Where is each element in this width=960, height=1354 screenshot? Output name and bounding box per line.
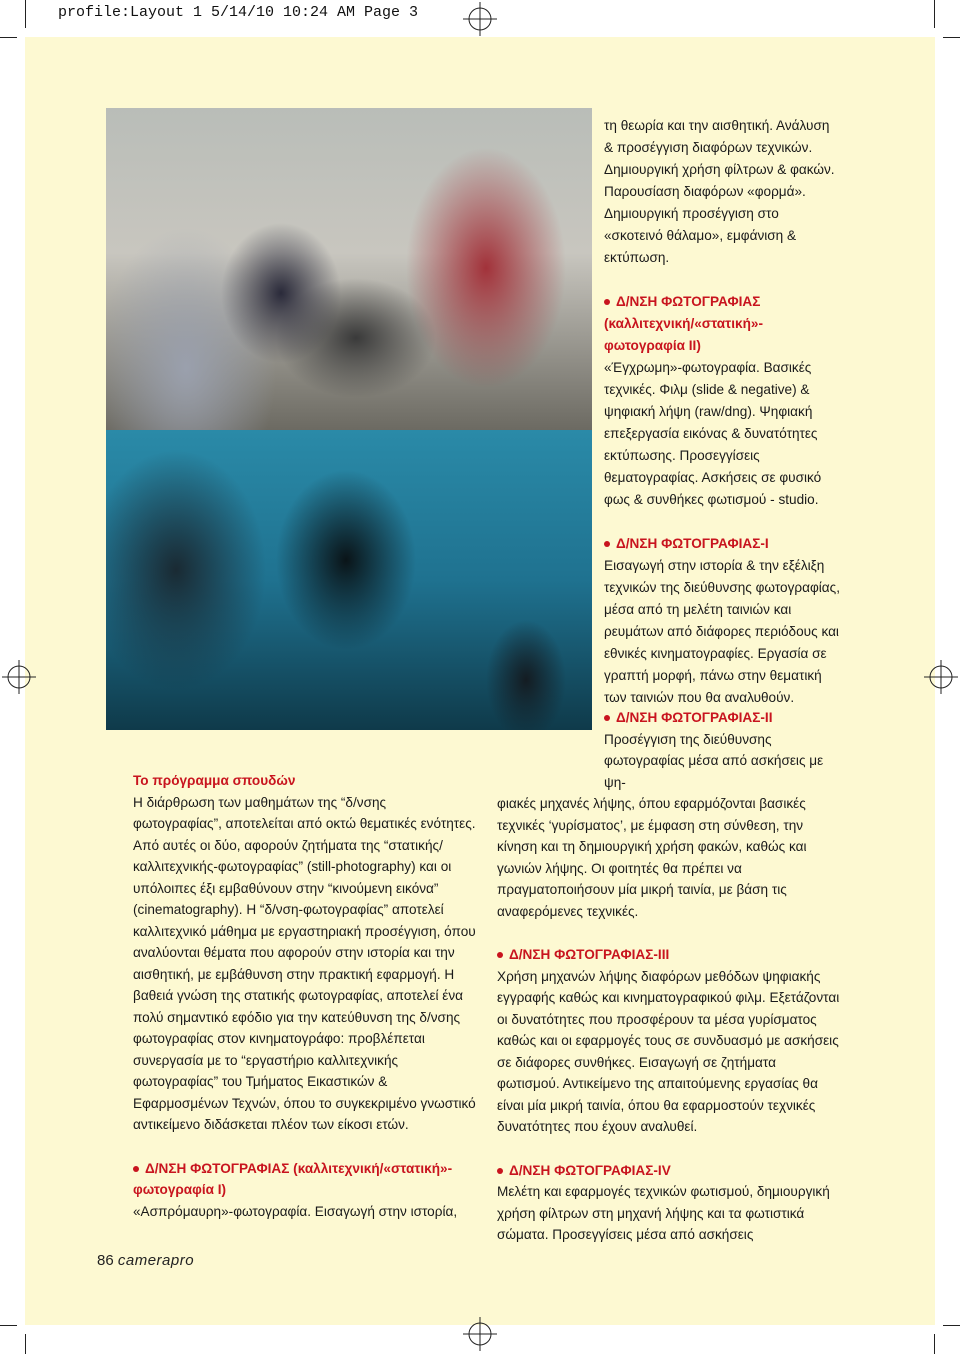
section-heading: Δ/ΝΣΗ ΦΩΤΟΓΡΑΦΙΑΣ (καλλιτεχνική/«στατική»-φωτογραφία II) [604,294,763,353]
section-body: Χρήση μηχανών λήψης διαφόρων μεθόδων ψηφιακής εγγραφής καθώς και κινηματογραφικού φιλμ. Εξετάζονται οι δυνατότητες που προσφέρουν τα μέσα γυρίσματος καθώς και οι εφαρμογές τους σε συνδυασμό με ασκήσεις σε διάφορες συνθήκες. Εισαγωγή σε ζητήματα φωτισμού. Αντικείμενο της απαιτούμενης εργασίας θα είναι μία μικρή ταινία, όπου θα εφαρμοστούν τεχνικές δυνατότητες που έχουν αναλυθεί. [497,968,840,1134]
curriculum-heading: Το πρόγραμμα σπουδών [133,773,296,788]
crop-mark [943,37,960,38]
crop-mark [25,0,26,28]
bullet-icon [497,952,503,958]
section-body: Εισαγωγή στην ιστορία & την εξέλιξη τεχνικών της διεύθυνσης φωτογραφίας, μέσα από τη μελέτη ταινιών και ρευμάτων από διάφορες περιόδους και εθνικές κινηματογραφίες. Εργασία σε γραπτή μορφή, πάνω στην θεματική των ταινιών που θα αναλυθούν. [604,558,840,705]
section-body: «Έγχρωμη»-φωτογραφία. Βασικές τεχνικές. Φιλμ (slide & negative) & ψηφιακή λήψη (raw/dng). Ψηφιακή επεξεργασία εικόνας & δυνατότητες εκτύπωσης. Προσεγγίσεις θεματογραφίας. Ασκήσεις σε φυσικό φως & συνθήκες φωτισμού - studio. [604,360,822,507]
bullet-icon [604,715,610,721]
section-heading: Δ/ΝΣΗ ΦΩΤΟΓΡΑΦΙΑΣ (καλλιτεχνική/«στατική»-φωτογραφία Ι) [133,1160,453,1197]
page-folio [97,1252,194,1269]
section-heading: Δ/ΝΣΗ ΦΩΤΟΓΡΑΦΙΑΣ-ΙΙΙ [497,944,842,966]
crop-mark [934,1334,935,1354]
magazine-logo: camerapro [117,1252,195,1269]
photo-film-crew-blue-light [106,430,592,730]
bullet-icon [133,1166,139,1172]
bullet-icon [497,1168,503,1174]
registration-mark-icon [924,660,958,694]
section-heading: Δ/ΝΣΗ ΦΩΤΟΓΡΑΦΙΑΣ-Ι [604,533,840,555]
crop-mark [25,1334,26,1354]
section-body: Μελέτη και εφαρμογές τεχνικών φωτισμού, δημιουργική χρήση φίλτρων στη μηχανή λήψης και τα φωτιστικά σώματα. Προσεγγίσεις μέσα από ασκήσεις [497,1184,830,1242]
crop-mark [0,1325,17,1326]
paragraph: τη θεωρία και την αισθητική. Ανάλυση & προσέγγιση διαφόρων τεχνικών. Δημιουργική χρήση φίλτρων & φακών. Παρουσίαση διαφόρων «φορμά». Δημιουργική προσέγγιση στο «σκοτεινό θάλαμο», εμφάνιση & εκτύπωση. [604,118,835,265]
section-cinematography-ii [497,707,842,922]
slug-line: profile:Layout 1 5/14/10 10:24 AM Page 3 [58,4,419,21]
page-number: 86 [97,1252,114,1269]
paragraph: Η διάρθρωση των μαθημάτων της “δ/νσης φωτογραφίας”, αποτελείται από οκτώ θεματικές ενότητες. Από αυτές οι δύο, αφορούν ζητήματα της “στατικής/καλλιτεχνικής-φωτογραφίας” (still-photography) και οι υπόλοιπες έξι εμβαθύνουν στην “κινούμενη εικόνα” (cinematography). Η “δ/νση-φωτογραφίας” αποτελεί καλλιτεχνικό μάθημα με εργαστηριακή προσέγγιση, όπου αναλύονται θέματα που αφορούν στην ιστορία και την αισθητική, με εμβάθυνση στην πρακτική εφαρμογή. Η βαθειά γνώση της στατικής φωτογραφίας, αποτελεί ένα πολύ σημαντικό εφόδιο για την κατεύθυνση της δ/νσης φωτογραφίας στον κινηματογράφο: προβλέπεται συνεργασία με το “εργαστήριο καλλιτεχνικής φωτογραφίας” του Τμήματος Εικαστικών & Εφαρμοσμένων Τεχνών, όπου το συγκεκριμένο γνωστικό αντικείμενο διδάσκεται πλέον των είκοσι ετών. [133,794,476,1132]
section-cinematography-iii [497,944,842,1138]
crop-mark [934,0,935,28]
bullet-icon [604,299,610,305]
section-lead: Προσέγγιση της διεύθυνσης φωτογραφίας μέσα από ασκήσεις με ψη- [604,731,824,790]
section-cinematography-i [604,533,840,709]
registration-mark-icon [2,660,36,694]
photo-film-crew-camera [106,108,592,430]
section-photography-ii [604,291,840,511]
registration-mark-icon [463,2,497,36]
section-heading: Δ/ΝΣΗ ΦΩΤΟΓΡΑΦΙΑΣ-ΙΙ [497,707,842,729]
section-body: «Ασπρόμαυρη»-φωτογραφία. Εισαγωγή στην ιστορία, [133,1203,458,1219]
text-column-middle [497,707,842,1246]
section-body: φιακές μηχανές λήψης, όπου εφαρμόζονται βασικές τεχνικές ‘γυρίσματος’, με έμφαση στη σύνθεση, την κίνηση και τη δημιουργική χρήση φακών, καθώς και γωνιών λήψης. Οι φοιτητές θα πρέπει να πραγματοποιήσουν μία μικρή ταινία, με βάση τις αναφερόμενες τεχνικές. [497,796,807,919]
section-cinematography-iv [497,1160,842,1246]
crop-mark [943,1325,960,1326]
text-column-left [133,770,478,1222]
bullet-icon [604,541,610,547]
text-column-right [604,115,840,709]
section-photography-i [133,1158,478,1223]
registration-mark-icon [463,1317,497,1351]
section-heading: Δ/ΝΣΗ ΦΩΤΟΓΡΑΦΙΑΣ-IV [497,1160,842,1182]
crop-mark [0,37,17,38]
